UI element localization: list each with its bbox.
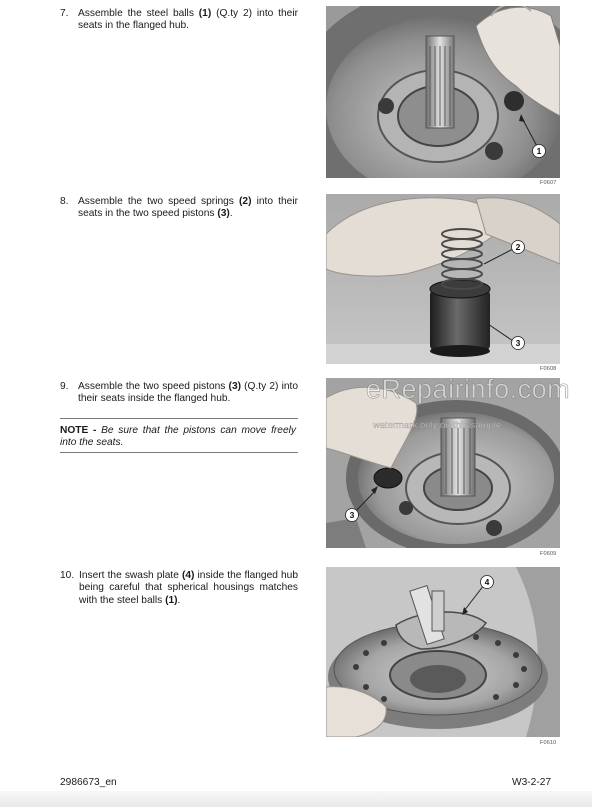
note-label: NOTE - — [60, 425, 97, 436]
figure-photo-4 — [326, 567, 560, 737]
step-number: 7. — [60, 8, 69, 19]
figure-code: F0610 — [540, 740, 557, 746]
hub-photo-illustration — [326, 6, 560, 178]
piston-photo-illustration — [326, 194, 560, 364]
callout-label: 3 — [349, 510, 355, 520]
callout-label: 3 — [515, 338, 521, 348]
swash-plate-photo-illustration — [326, 567, 560, 737]
watermark-subtext: watermark only on this sample — [373, 420, 502, 431]
figure-photo-1 — [326, 6, 560, 178]
callout-label: 4 — [484, 577, 490, 587]
step-8 — [60, 196, 298, 221]
step-10 — [60, 570, 298, 607]
hub-photo-illustration — [326, 378, 560, 548]
divider — [60, 452, 298, 453]
step-text: Assemble the two speed springs (2) into their seats in the two speed pistons (3). — [78, 196, 299, 220]
callout-label: 2 — [515, 242, 521, 252]
figure-code: F0608 — [540, 366, 557, 372]
footer-page-number: W3-2-27 — [512, 777, 552, 788]
watermark: eRepairinfo.com — [366, 374, 571, 404]
step-text: Insert the swash plate (4) inside the flanged hub being careful that spherical housings matches with the steel balls (1). — [79, 570, 298, 606]
figure-code: F0609 — [540, 551, 557, 557]
note — [60, 425, 296, 450]
note-text: Be sure that the pistons can move freely into the seats. — [60, 425, 296, 449]
figure-code: F0607 — [540, 180, 557, 186]
step-number: 10. — [60, 570, 75, 581]
divider — [60, 418, 298, 419]
figure-photo-3 — [326, 378, 560, 548]
step-9 — [60, 381, 298, 406]
callout-label: 1 — [536, 146, 542, 156]
step-number: 9. — [60, 381, 69, 392]
step-7 — [60, 8, 298, 33]
step-text: Assemble the two speed pistons (3) (Q.ty 2) into their seats inside the flanged hub. — [78, 381, 299, 405]
footer-doc-number: 2986673_en — [60, 777, 117, 788]
figure-photo-2 — [326, 194, 560, 364]
step-number: 8. — [60, 196, 69, 207]
step-text: Assemble the steel balls (1) (Q.ty 2) into their seats in the flanged hub. — [78, 8, 298, 32]
